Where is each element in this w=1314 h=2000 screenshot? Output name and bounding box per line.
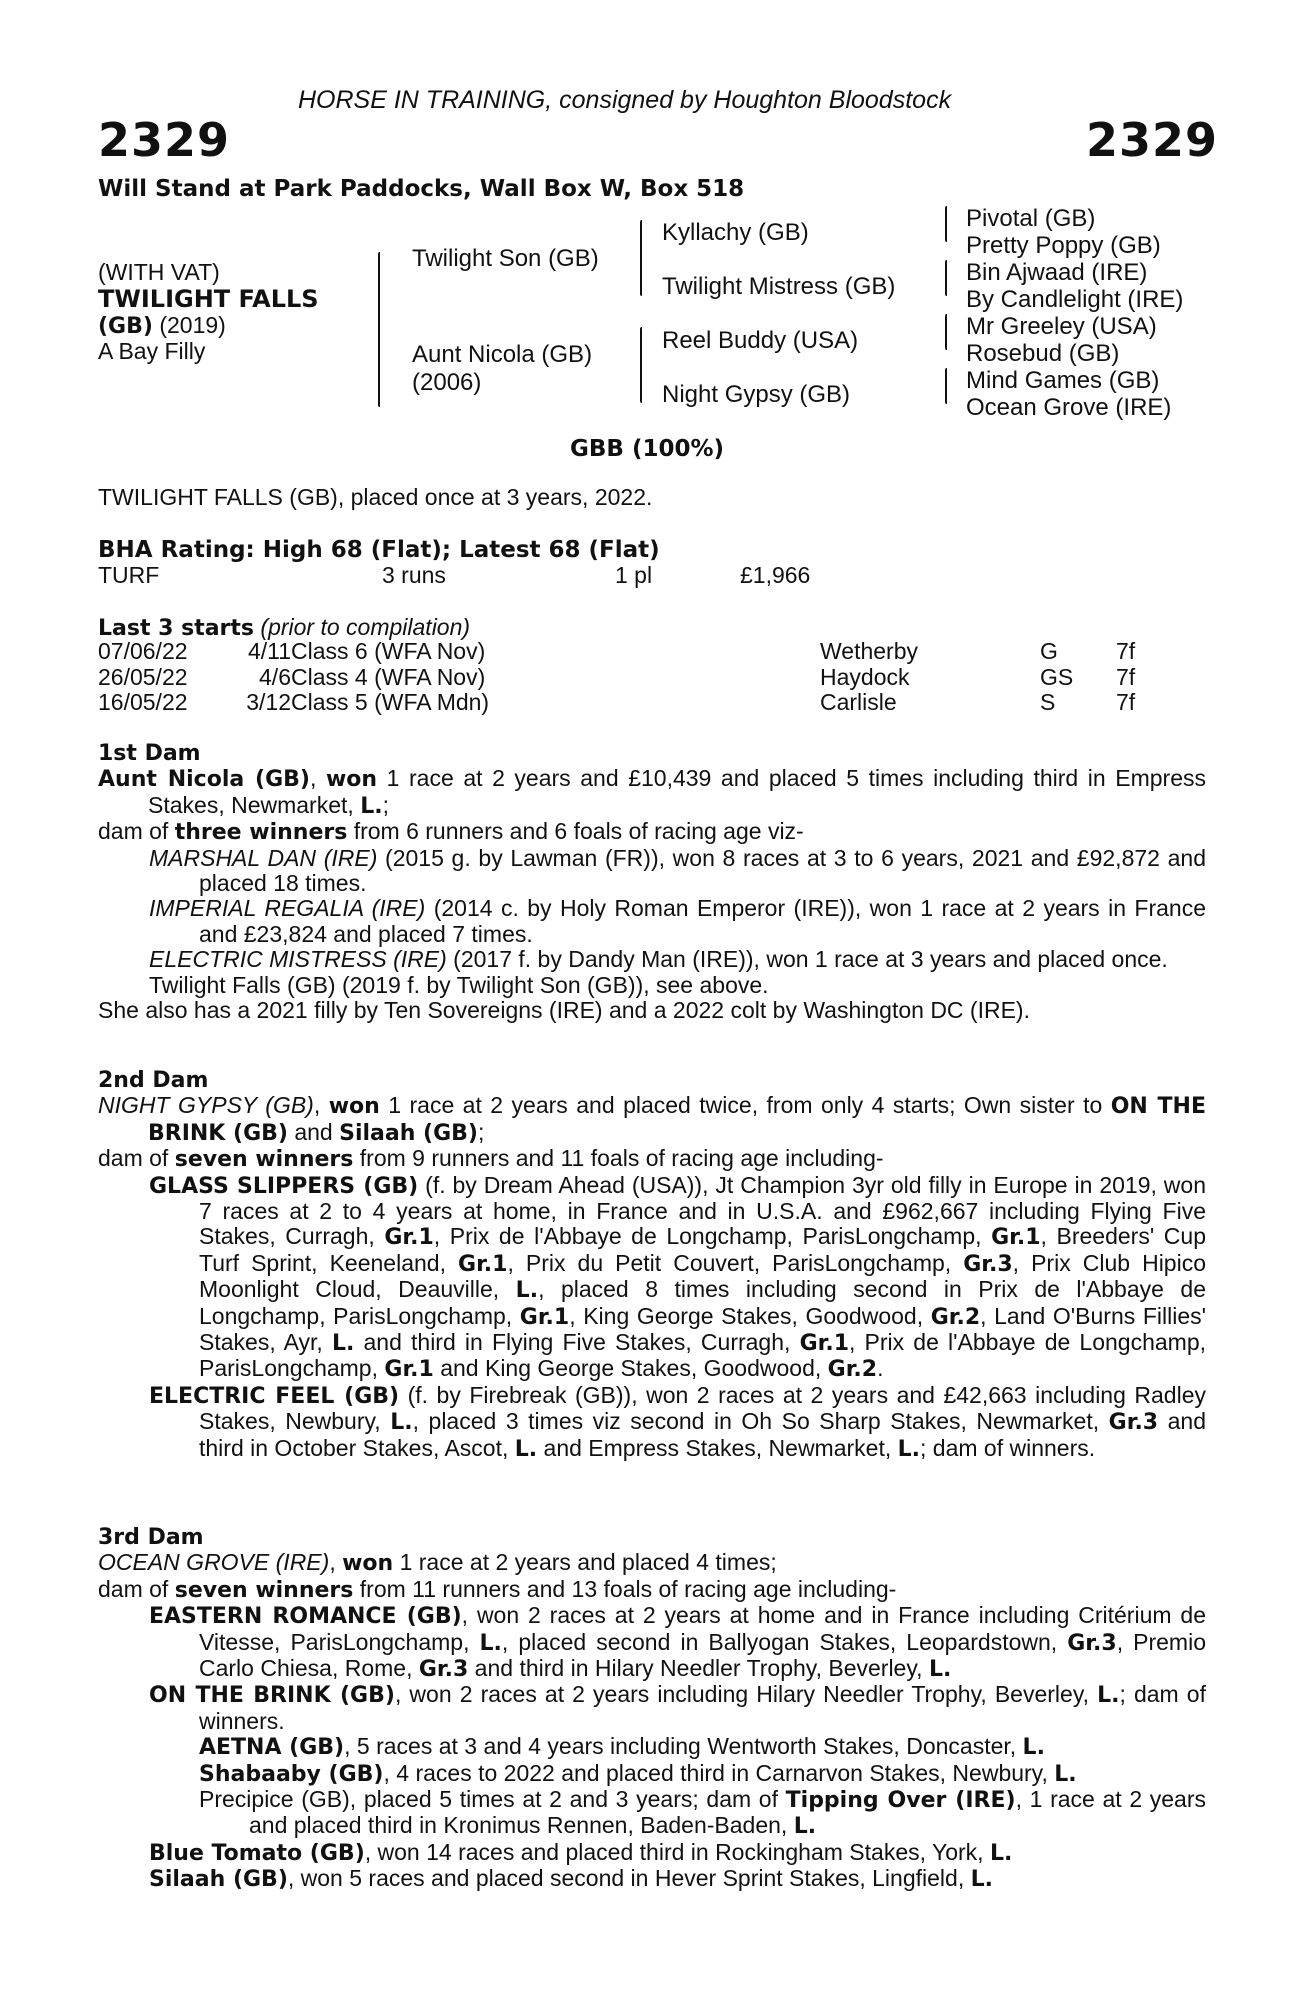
text: , Prix Club Hipico Moonlight Cloud, Deauville,	[199, 1249, 1206, 1303]
second-dam-heading: 2nd Dam	[98, 1068, 209, 1093]
start-pos: 3/12	[246, 689, 291, 715]
text: ;	[477, 1118, 485, 1145]
produce-item	[98, 1173, 1206, 1383]
produce-name: ELECTRIC MISTRESS (IRE)	[149, 946, 447, 973]
first-dam-name: Aunt Nicola (GB)	[98, 767, 310, 793]
start-race: Class 4 (WFA Nov)	[291, 663, 486, 690]
text: , King George Stakes, Goodwood,	[569, 1302, 931, 1329]
horse-year: (2019)	[159, 312, 226, 338]
text: from 9 runners and 11 foals of racing age including-	[353, 1145, 884, 1172]
horse-country: (GB)	[98, 314, 153, 339]
pedigree-ddd: Ocean Grove (IRE)	[966, 394, 1172, 421]
start-race: Class 5 (WFA Mdn)	[291, 689, 490, 715]
text: 1 race at 2 years and placed 4 times;	[393, 1549, 777, 1576]
start-course: Haydock	[820, 663, 910, 690]
text: and King George Stakes, Goodwood,	[433, 1355, 828, 1382]
pedigree-brace-ds	[945, 314, 947, 350]
start-race: Class 6 (WFA Nov)	[291, 638, 486, 664]
text: , Breeders' Cup Turf Sprint, Keeneland,	[199, 1223, 1206, 1276]
text: and third in October Stakes, Ascot,	[199, 1408, 1207, 1461]
last-starts-note: (prior to compilation)	[260, 614, 471, 640]
text: ;	[382, 791, 389, 818]
text: Precipice (GB), placed 5 times at 2 and 3 years; dam of	[199, 1786, 786, 1813]
listed-label: L.	[390, 1410, 413, 1436]
lot-number-left: 2329	[98, 113, 231, 167]
won-label: won	[328, 1094, 380, 1120]
start-date: 26/05/22	[98, 663, 188, 690]
text: from 6 runners and 6 foals of racing age viz-	[347, 818, 804, 845]
text: .	[877, 1355, 884, 1382]
last-starts-title: Last 3 starts	[98, 616, 255, 641]
produce-item	[98, 896, 1206, 947]
start-course: Wetherby	[820, 638, 919, 664]
third-dam-heading: 3rd Dam	[98, 1525, 204, 1550]
rating-placed: 1 pl	[615, 562, 653, 588]
produce-item	[98, 846, 1206, 897]
pedigree-sire-dam: Twilight Mistress (GB)	[662, 273, 896, 300]
third-dam-name: OCEAN GROVE (IRE)	[98, 1549, 330, 1576]
grade-label: Gr.3	[1108, 1410, 1159, 1436]
third-dam-section	[98, 1525, 1206, 1893]
text: , Premio Carlo Chiesa, Rome,	[199, 1628, 1206, 1682]
start-date: 16/05/22	[98, 689, 188, 715]
start-going: G	[1040, 638, 1058, 664]
grade-label: Gr.2	[930, 1304, 981, 1330]
text: (2014 c. by Holy Roman Emperor (IRE)), won 1 race at 2 years in France and £23,824 and placed 7 times.	[199, 895, 1206, 947]
listed-label: L.	[1054, 1761, 1077, 1787]
text: , won 5 races and placed second in Hever Sprint Stakes, Lingfield,	[287, 1865, 971, 1892]
second-dam-section	[98, 1068, 1206, 1462]
pedigree-sire: Twilight Son (GB)	[412, 245, 599, 272]
pedigree-sds: Bin Ajwaad (IRE)	[966, 259, 1148, 286]
produce-item	[98, 1383, 1206, 1462]
pedigree-sdd: By Candlelight (IRE)	[966, 286, 1184, 313]
winners-count: three winners	[174, 820, 348, 846]
pedigree-dds: Mind Games (GB)	[966, 367, 1160, 394]
second-dam-record: NIGHT GYPSY (GB), won 1 race at 2 years and placed twice, from only 4 starts; Own sister to ON THE BRINK (GB) and Silaah (GB);	[98, 1092, 1206, 1146]
text: (f. by Firebreak (GB)), won 2 races at 2 years and £42,663 including Radley Stakes, Newbury,	[199, 1381, 1206, 1435]
first-dam-produce	[98, 819, 1206, 845]
start-pos: 4/6	[259, 663, 291, 690]
last-starts-heading	[98, 614, 470, 641]
listed-label: L.	[1022, 1735, 1045, 1761]
pedigree-dam: Aunt Nicola (GB)	[412, 341, 593, 368]
text: , Prix du Petit Couvert, ParisLongchamp,	[507, 1249, 964, 1276]
produce-item	[98, 973, 1206, 998]
race-summary: TWILIGHT FALLS (GB), placed once at 3 years, 2022.	[98, 484, 653, 510]
produce-name: EASTERN ROMANCE (GB)	[149, 1604, 462, 1630]
produce-name: ON THE BRINK (GB)	[149, 1683, 395, 1709]
start-course: Carlisle	[820, 689, 897, 715]
listed-label: L.	[989, 1840, 1013, 1866]
text: and	[287, 1118, 340, 1145]
text: , won 14 races and placed third in Rockingham Stakes, York,	[364, 1838, 990, 1865]
winners-count: seven winners	[174, 1147, 354, 1173]
horse-sex: A Bay Filly	[98, 338, 206, 364]
horse-origin-year	[98, 312, 226, 339]
listed-label: L.	[514, 1436, 538, 1462]
text: , Land O'Burns Fillies' Stakes, Ayr,	[199, 1302, 1207, 1356]
pedigree-sire-sire: Kyllachy (GB)	[662, 219, 809, 246]
produce-item	[98, 1840, 1206, 1866]
text: dam of	[98, 1145, 175, 1172]
listed-label: L.	[928, 1657, 952, 1683]
grade-label: Gr.1	[991, 1225, 1041, 1251]
text: , 5 races at 3 and 4 years including Wentworth Stakes, Doncaster,	[344, 1733, 1023, 1760]
produce-note	[98, 998, 1206, 1023]
pedigree-brace-main	[378, 252, 380, 407]
text: , placed 8 times including second in Prix de l'Abbaye de Longchamp, ParisLongchamp,	[199, 1276, 1206, 1329]
pedigree-dam-year: (2006)	[412, 369, 482, 396]
text: , 4 races to 2022 and placed third in Carnarvon Stakes, Newbury,	[383, 1759, 1055, 1786]
grade-label: Gr.1	[384, 1357, 434, 1383]
text: , won 2 races at 2 years at home and in France including Critérium de Vitesse, ParisLongchamp,	[199, 1602, 1206, 1655]
produce-name: ELECTRIC FEEL (GB)	[149, 1383, 400, 1409]
text: and third in Flying Five Stakes, Curragh,	[354, 1329, 800, 1356]
start-going: GS	[1040, 663, 1074, 690]
pedigree-dam-dam: Night Gypsy (GB)	[662, 381, 851, 408]
text: , placed second in Ballyogan Stakes, Leopardstown,	[501, 1628, 1068, 1655]
listed-label: L.	[793, 1814, 817, 1840]
second-dam-produce	[98, 1146, 1206, 1172]
produce-name: GLASS SLIPPERS (GB)	[149, 1173, 419, 1199]
first-dam-record: Aunt Nicola (GB), won 1 race at 2 years and £10,439 and placed 5 times including third in Empress Stakes, Newmarket, L.;	[98, 765, 1206, 819]
sister-name: Silaah (GB)	[339, 1120, 478, 1146]
won-label: won	[325, 767, 378, 793]
produce-name: Tipping Over (IRE)	[785, 1788, 1016, 1814]
rating-earnings: £1,966	[740, 562, 811, 588]
listed-label: L.	[515, 1278, 539, 1304]
start-pos: 4/11	[247, 638, 291, 664]
grade-label: Gr.1	[384, 1225, 434, 1251]
sister-name: ON THE BRINK (GB)	[148, 1094, 1206, 1146]
text: ; dam of winners.	[920, 1434, 1096, 1461]
produce-item	[98, 1761, 1206, 1787]
listed-label: L.	[331, 1331, 355, 1357]
pedigree-brace-sire	[640, 220, 642, 296]
text: , won 2 races at 2 years including Hilary Needler Trophy, Beverley,	[394, 1681, 1098, 1708]
rating-runs: 3 runs	[382, 562, 446, 588]
pedigree-brace-sd	[945, 260, 947, 296]
text: , placed 3 times viz second in Oh So Sharp Stakes, Newmarket,	[412, 1408, 1109, 1435]
text: , Prix de l'Abbaye de Longchamp, ParisLongchamp,	[433, 1223, 992, 1250]
start-dist: 7f	[1116, 638, 1136, 664]
pedigree-brace-dam	[640, 327, 642, 403]
produce-name: AETNA (GB)	[199, 1735, 345, 1761]
bha-rating: BHA Rating: High 68 (Flat); Latest 68 (Flat)	[98, 537, 660, 563]
grade-label: Gr.1	[519, 1304, 570, 1330]
text: , Prix de l'Abbaye de Longchamp, ParisLongchamp,	[199, 1329, 1207, 1382]
start-dist: 7f	[1116, 689, 1136, 715]
listed-label: L.	[479, 1630, 502, 1656]
second-dam-name: NIGHT GYPSY (GB)	[98, 1092, 314, 1119]
produce-item	[98, 1682, 1206, 1734]
won-label: won	[342, 1551, 394, 1577]
stable-location: Will Stand at Park Paddocks, Wall Box W, Box 518	[98, 176, 745, 202]
grade-label: Gr.2	[827, 1357, 878, 1383]
rating-surface: TURF	[98, 562, 160, 588]
start-dist: 7f	[1116, 663, 1136, 690]
text: dam of	[98, 818, 175, 845]
lot-number-right: 2329	[1086, 113, 1219, 167]
text: and third in Hilary Needler Trophy, Beverley,	[468, 1655, 929, 1682]
produce-name: MARSHAL DAN (IRE)	[149, 844, 378, 871]
produce-item	[98, 1603, 1206, 1682]
start-going: S	[1040, 689, 1056, 715]
listed-label: L.	[360, 793, 383, 819]
pedigree-dam-sire: Reel Buddy (USA)	[662, 327, 859, 354]
third-dam-record: OCEAN GROVE (IRE), won 1 race at 2 years and placed 4 times;	[98, 1549, 777, 1577]
text: ; dam of winners.	[199, 1681, 1206, 1734]
produce-item	[98, 1866, 1206, 1892]
first-dam-section	[98, 741, 1206, 1023]
produce-item	[98, 1734, 1206, 1760]
text: dam of	[98, 1575, 175, 1602]
consignor-line: HORSE IN TRAINING, consigned by Houghton Bloodstock	[298, 86, 952, 114]
text: She also has a 2021 filly by Ten Sovereigns (IRE) and a 2022 colt by Washington DC (IRE).	[98, 997, 1030, 1024]
grade-label: Gr.3	[1067, 1630, 1117, 1656]
vat-note: (WITH VAT)	[98, 259, 220, 285]
produce-name: Blue Tomato (GB)	[149, 1840, 365, 1866]
text: 1 race at 2 years and £10,439 and placed 5 times including third in Empress Stakes, Newmarket,	[148, 765, 1206, 818]
text: (f. by Dream Ahead (USA)), Jt Champion 3yr old filly in Europe in 2019, won 7 races at 2 to 4 years at home, in France and in U.S.A. and £962,667 including Flying Five Stakes, Curragh,	[199, 1171, 1206, 1250]
listed-label: L.	[1097, 1683, 1120, 1709]
produce-name: Silaah (GB)	[149, 1867, 288, 1893]
pedigree-dss: Mr Greeley (USA)	[966, 313, 1157, 340]
first-dam-heading: 1st Dam	[98, 741, 201, 766]
pedigree-brace-ss	[945, 206, 947, 242]
grade-label: Gr.1	[799, 1331, 849, 1357]
pedigree-brace-dd	[945, 368, 947, 404]
grade-label: Gr.3	[963, 1251, 1013, 1277]
grade-label: Gr.1	[458, 1251, 508, 1277]
text: from 11 runners and 13 foals of racing age including-	[353, 1575, 897, 1602]
text: and Empress Stakes, Newmarket,	[537, 1434, 898, 1461]
text: (2015 g. by Lawman (FR)), won 8 races at 3 to 6 years, 2021 and £92,872 and placed 18 times.	[199, 844, 1206, 897]
grade-label: Gr.3	[418, 1657, 469, 1683]
winners-count: seven winners	[174, 1577, 354, 1603]
listed-label: L.	[970, 1867, 993, 1893]
dosage-line: GBB (100%)	[570, 436, 725, 462]
pedigree-dsd: Rosebud (GB)	[966, 340, 1120, 367]
start-date: 07/06/22	[98, 638, 188, 664]
third-dam-produce	[98, 1577, 1206, 1603]
text: Twilight Falls (GB) (2019 f. by Twilight Son (GB)), see above.	[149, 971, 769, 998]
produce-name: IMPERIAL REGALIA (IRE)	[149, 895, 426, 922]
text: 1 race at 2 years and placed twice, from only 4 starts; Own sister to	[379, 1092, 1111, 1119]
pedigree-sss: Pivotal (GB)	[966, 205, 1096, 232]
produce-name: Shabaaby (GB)	[199, 1761, 384, 1787]
text: (2017 f. by Dandy Man (IRE)), won 1 race at 3 years and placed once.	[446, 946, 1168, 973]
produce-item	[98, 947, 1206, 972]
listed-label: L.	[897, 1436, 921, 1462]
text: , 1 race at 2 years and placed third in Kronimus Rennen, Baden-Baden,	[249, 1786, 1207, 1839]
pedigree-ssd: Pretty Poppy (GB)	[966, 232, 1161, 259]
produce-item	[98, 1787, 1206, 1840]
horse-name: TWILIGHT FALLS	[98, 285, 319, 313]
